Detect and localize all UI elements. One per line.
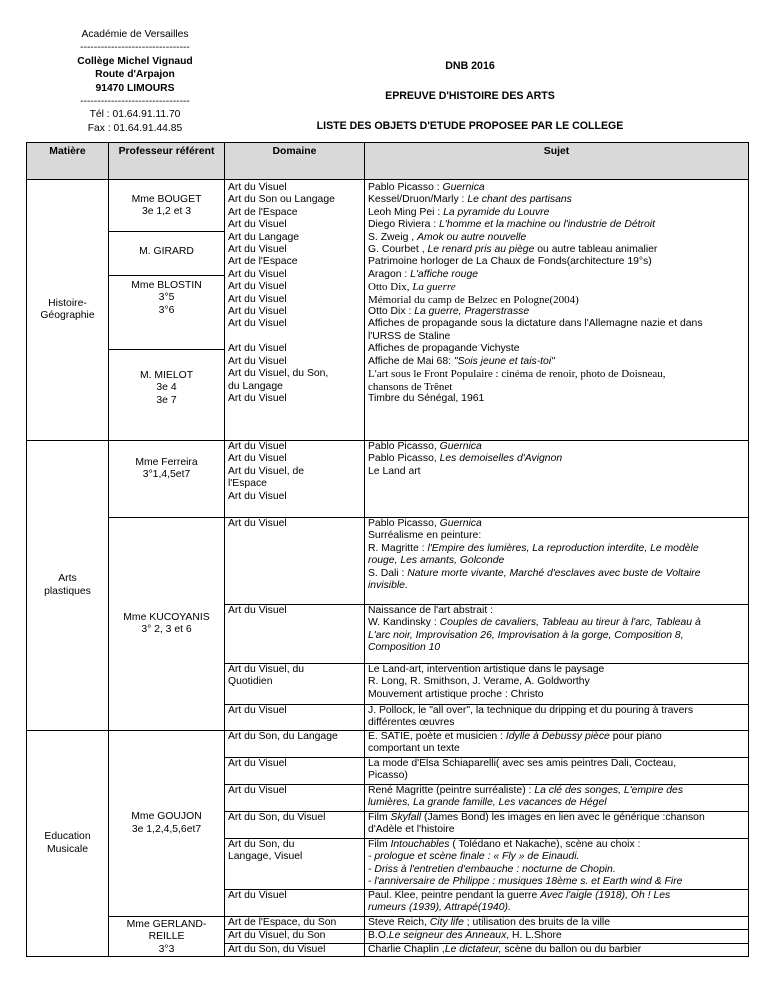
separator: -------------------------------- — [80, 96, 190, 108]
matiere-education-musicale: Education Musicale — [27, 731, 109, 957]
sujet-list-ferreira — [365, 441, 749, 518]
sujet-cell: Naissance de l'art abstrait : W. Kandinsky : Couples de cavaliers, Tableau au tireur à l'arc, Tableau à L'arc noir, Improvisation 26, Improvisation à la gorge, Composition 8, Composition 10 — [365, 605, 749, 664]
table-header-row — [27, 143, 749, 180]
domaine-cell: Art du Visuel, du Son — [225, 930, 365, 943]
domaine-cell: Art du Visuel — [225, 890, 365, 917]
sujet-line: L'art sous le Front Populaire : cinéma de renoir, photo de Doisneau, — [368, 368, 666, 381]
prof-column-hg — [109, 180, 225, 441]
sujet-cell: Film Intouchables ( Tolédano et Nakache), scène au choix : - prologue et scène finale : « Fly » de Einaudi. - Driss à l'entretien d'embauche : nocturne de Chopin. - l'anniversaire de Philippe : musiques 18ème s. et Earth wind & Fire — [365, 839, 749, 890]
domaine-cell: Art du Son, du Langage, Visuel — [225, 839, 365, 890]
header-matiere: Matière — [27, 143, 109, 180]
sujet-line: Aragon : L'affiche rouge — [368, 268, 479, 280]
prof-blostin: Mme BLOSTIN 3°5 3°6 — [109, 276, 224, 350]
table-row — [27, 441, 749, 518]
matiere-histoire-geographie: Histoire-Géographie — [27, 180, 109, 441]
prof-bouget: Mme BOUGET 3e 1,2 et 3 — [109, 180, 224, 232]
sujet-line: Leoh Ming Pei : La pyramide du Louvre — [368, 206, 550, 218]
prof-kucoyanis: Mme KUCOYANIS 3° 2, 3 et 6 — [109, 518, 225, 731]
subjects-table — [26, 142, 749, 957]
domaine-cell: Art du Visuel — [225, 518, 365, 605]
table-row — [27, 731, 749, 758]
sujet-list-hg — [365, 180, 749, 441]
sujet-line: Patrimoine horloger de La Chaux de Fonds(architecture 19°s) — [368, 256, 652, 268]
sujet-cell: B.O.Le seigneur des Anneaux, H. L.Shore — [365, 930, 749, 943]
fax: Fax : 01.64.91.44.85 — [87, 122, 183, 134]
header-professeur: Professeur référent — [109, 143, 225, 180]
sujet-cell: Paul. Klee, peintre pendant la guerre Avec l'aigle (1918), Oh ! Les rumeurs (1939), Attrapé(1940). — [365, 890, 749, 917]
prof-mielot: M. MIELOT 3e 4 3e 7 — [139, 370, 194, 406]
sujet-cell: Film Skyfall (James Bond) les images en lien avec le générique :chanson d'Adèle et l'histoire — [365, 812, 749, 839]
sujet-line: Otto Dix, La guerre — [368, 281, 456, 294]
sujet-line: Otto Dix : La guerre, Pragerstrasse — [368, 306, 530, 318]
domaine-cell: Art de l'Espace, du Son — [225, 917, 365, 930]
domaine-cell: Art du Son, du Visuel — [225, 812, 365, 839]
header-sujet: Sujet — [365, 143, 749, 180]
sujet-cell: René Magritte (peintre surréaliste) : La clé des songes, L'empire des lumières, La grande famille, Les vacances de Hégel — [365, 785, 749, 812]
prof-ferreira: Mme Ferreira 3°1,4,5et7 — [109, 441, 225, 518]
table-row — [27, 917, 749, 930]
domaine-list-hg: Art du Visuel Art du Son ou Langage Art de l'Espace Art du Visuel Art du Langage Art du Visuel Art de l'Espace Art du Visuel Art du Visuel Art du Visuel Art du Visuel Art du Visuel Art du Visuel Art du Visuel Art du Visuel, du Son, du Langage Art du Visuel — [225, 180, 365, 441]
domaine-cell: Art du Visuel — [225, 758, 365, 785]
sujet-cell: Le Land-art, intervention artistique dans le paysage R. Long, R. Smithson, J. Verame, A. Goldworthy Mouvement artistique proche : Christo — [365, 664, 749, 705]
sujet-line: Mémorial du camp de Belzec en Pologne(2004) — [368, 293, 579, 306]
sujet-cell: Pablo Picasso, Guernica Surréalisme en peinture: R. Magritte : l'Empire des lumières, La reproduction interdite, Le modèle rouge, Les amants, Golconde S. Dali : Nature morte vivante, Marché d'esclaves avec buste de Voltaire invisible. — [365, 518, 749, 605]
exam-subtitle: EPREUVE D'HISTOIRE DES ARTS — [385, 90, 555, 102]
sujet-line: Affiches de propagande sous la dictature dans l'Allemagne nazie et dans — [368, 318, 703, 330]
college-name: Collège Michel Vignaud — [77, 55, 193, 67]
sujet-line: Le Land art — [368, 465, 421, 477]
domaine-cell: Art du Son, du Langage — [225, 731, 365, 758]
sujet-line: Diego Riviera : L'homme et la machine ou l'industrie de Détroit — [368, 219, 655, 231]
domaine-cell: Art du Son, du Visuel — [225, 943, 365, 956]
sujet-line: Pablo Picasso : Guernica — [368, 182, 485, 193]
sujet-line: G. Courbet , Le renard pris au piège ou autre tableau animalier — [368, 244, 658, 256]
prof-girard: M. GIRARD — [109, 232, 224, 276]
domaine-cell: Art du Visuel — [225, 705, 365, 731]
header-domaine: Domaine — [225, 143, 365, 180]
domaine-cell: Art du Visuel — [225, 605, 365, 664]
school-header — [50, 28, 220, 135]
sujet-cell: Charlie Chaplin ,Le dictateur, scène du ballon ou du barbier — [365, 943, 749, 956]
sujet-line: Pablo Picasso, Les demoiselles d'Avignon — [368, 453, 563, 465]
sujet-line: Affiche de Mai 68: "Sois jeune et tais-toi" — [368, 355, 555, 367]
sujet-cell: La mode d'Elsa Schiaparelli( avec ses amis peintres Dali, Cocteau, Picasso) — [365, 758, 749, 785]
sujet-line: Kessel/Druon/Marly : Le chant des partisans — [368, 194, 572, 206]
table-row — [27, 180, 749, 441]
sujet-line: Affiches de propagande Vichyste — [368, 343, 520, 355]
separator: -------------------------------- — [80, 42, 190, 54]
academy-name: Académie de Versailles — [81, 29, 189, 40]
phone: Tél : 01.64.91.11.70 — [89, 109, 181, 121]
sujet-cell: J. Pollock, le "all over", la technique du dripping et du pouring à travers différentes œuvres — [365, 705, 749, 731]
sujet-line: l'URSS de Staline — [368, 330, 451, 342]
prof-goujon: Mme GOUJON 3e 1,2,4,5,6et7 — [109, 731, 225, 917]
domaine-cell: Art du Visuel — [225, 785, 365, 812]
college-street: Route d'Arpajon — [95, 69, 175, 81]
domaine-list-ferreira: Art du Visuel Art du Visuel Art du Visuel, de l'Espace Art du Visuel — [225, 441, 365, 518]
sujet-cell: Steve Reich, City life ; utilisation des bruits de la ville — [365, 917, 749, 930]
college-city: 91470 LIMOURS — [95, 82, 175, 94]
sujet-cell: E. SATIE, poète et musicien : Idylle à Debussy pièce pour piano comportant un texte — [365, 731, 749, 758]
sujet-line: Pablo Picasso, Guernica — [368, 441, 482, 452]
exam-title: DNB 2016 — [445, 60, 495, 72]
prof-gerland-reille: Mme GERLAND- REILLE 3°3 — [109, 917, 225, 957]
sujet-line: S. Zweig , Amok ou autre nouvelle — [368, 231, 527, 243]
sujet-line: Timbre du Sénégal, 1961 — [368, 392, 485, 404]
matiere-arts-plastiques: Arts plastiques — [27, 441, 109, 731]
table-row — [27, 518, 749, 605]
domaine-cell: Art du Visuel, du Quotidien — [225, 664, 365, 705]
list-title: LISTE DES OBJETS D'ETUDE PROPOSEE PAR LE COLLEGE — [316, 120, 624, 132]
sujet-line: chansons de Trênet — [368, 380, 453, 393]
